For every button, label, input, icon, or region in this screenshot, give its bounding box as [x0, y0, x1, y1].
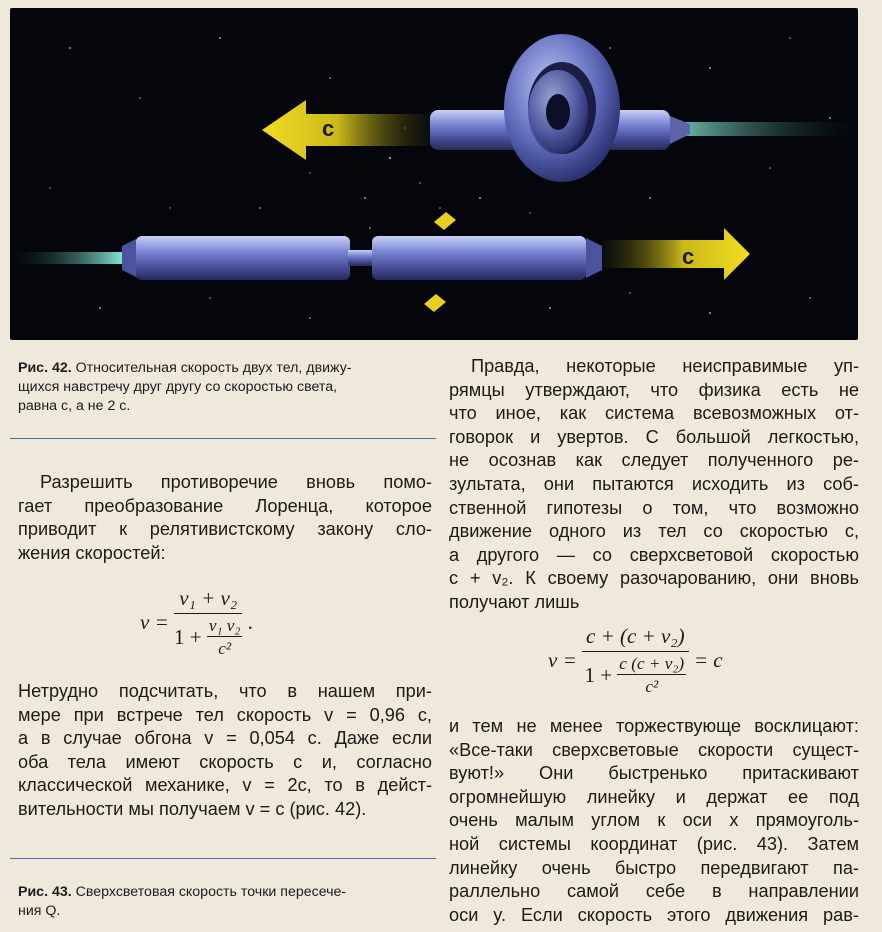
- figure-42-caption: [18, 359, 438, 416]
- formula-numerator: v₁ + v₂: [174, 586, 242, 614]
- figure-43-label: Рис. 43.: [18, 884, 72, 900]
- caption-line: равна c, а не 2 c.: [18, 398, 131, 414]
- divider-rule: [10, 858, 436, 859]
- text-line: а другого — со сверхсветовой скоростью: [449, 544, 859, 565]
- text-line: получают лишь: [449, 591, 580, 612]
- text-line: зультата, они пытаются исходить из соб-: [449, 473, 859, 494]
- formula-denominator: [174, 614, 242, 659]
- top-arrow-label: c: [322, 116, 335, 141]
- caption-line: ния Q.: [18, 903, 61, 919]
- text-line: что иное, как система всевозможных от-: [449, 403, 859, 424]
- caption-line: щихся навстречу друг другу со скоростью света,: [18, 379, 338, 395]
- text-line: классической механике, v = 2c, то в дейст-: [18, 775, 432, 796]
- bottom-ship-body-front: [372, 236, 586, 280]
- formula-inner-fraction: [617, 654, 686, 697]
- text-line: а в случае обгона v = 0,054 c. Даже если: [18, 728, 432, 749]
- text-line: мере при встрече тел скорость v = 0,96 c,: [18, 704, 432, 725]
- text-line: Правда, некоторые неисправимые уп-: [471, 356, 859, 376]
- text-line: c + v₂. К своему разочарованию, они вновь: [449, 568, 859, 589]
- text-line: вуют!» Они быстренько притаскивают: [449, 763, 859, 784]
- text-line: и тем не менее торжествующе восклицают:: [449, 716, 859, 736]
- text-line: ственной гипотезы о том, что возможно: [449, 497, 859, 518]
- formula-tail: .: [247, 610, 253, 634]
- bottom-arrow-label: c: [682, 244, 695, 269]
- formula-denominator: [582, 652, 689, 697]
- figure-42-illustration: [10, 8, 858, 340]
- text-line: не осознав как следует полученного ре-: [449, 450, 859, 471]
- bottom-arrow: [602, 228, 750, 280]
- formula-inner-denominator: c²: [645, 677, 659, 696]
- figure-42-svg: [10, 8, 858, 340]
- text-line: вительности мы получаем v = c (рис. 42).: [18, 798, 367, 819]
- formula-inner-numerator: c (c + v₂): [619, 654, 685, 673]
- figure-42-label: Рис. 42.: [18, 360, 72, 376]
- formula-den-prefix: 1 +: [174, 625, 202, 649]
- text-line: линейку очень быстро передвигают па-: [449, 857, 859, 878]
- velocity-addition-formula: [140, 586, 253, 659]
- formula-inner-denominator: c²: [218, 639, 232, 658]
- left-paragraph-2: [18, 680, 432, 822]
- formula-numerator: c + (c + v₂): [582, 624, 689, 652]
- formula-fraction: [582, 624, 689, 697]
- text-line: приводит к релятивистскому закону сло-: [18, 519, 432, 540]
- top-arrow: [262, 100, 430, 160]
- text-line: очень малым углом к оси x прямоуголь-: [449, 810, 859, 831]
- text-line: «Все-таки сверхсветовые скорости сущест-: [449, 739, 859, 760]
- formula-fraction: [174, 586, 242, 659]
- right-paragraph-1: [449, 355, 859, 615]
- caption-line: Сверхсветовая скорость точки пересече-: [75, 884, 347, 900]
- text-line: Разрешить противоречие вновь помо-: [40, 472, 432, 492]
- figure-43-caption: [18, 883, 438, 921]
- text-line: оба тела имеют скорость c и, согласно: [18, 751, 432, 772]
- text-line: ной системы координат (рис. 43). Затем: [449, 833, 859, 854]
- right-paragraph-2: [449, 715, 859, 927]
- caption-line: Относительная скорость двух тел, движу-: [75, 360, 352, 376]
- text-line: рямцы утверждают, что физика есть не: [449, 379, 859, 400]
- formula-inner-numerator: v₁ v₂: [208, 616, 241, 635]
- text-line: оси y. Если скорость этого движения рав-: [449, 904, 859, 925]
- divider-rule: [10, 438, 436, 439]
- superluminal-formula: [548, 624, 723, 697]
- text-line: огромнейшую линейку и держат ее под: [449, 786, 859, 807]
- formula-inner-fraction: [207, 616, 243, 659]
- formula-lhs: v =: [548, 648, 577, 672]
- formula-den-prefix: 1 +: [584, 663, 613, 687]
- formula-lhs: v =: [140, 610, 169, 634]
- text-line: говорок и увертов. С большой легкостью,: [449, 426, 859, 447]
- text-line: раллельно самой себе в направлении: [449, 881, 859, 902]
- left-paragraph-1: [18, 471, 432, 565]
- text-line: жения скоростей:: [18, 542, 166, 563]
- text-line: Нетрудно подсчитать, что в нашем при-: [18, 681, 432, 701]
- text-line: гает преобразование Лоренца, которое: [18, 495, 432, 516]
- bottom-ship-trail: [10, 252, 122, 264]
- formula-rhs: = c: [693, 648, 723, 672]
- text-line: движение одного из тел со скоростью c,: [449, 521, 859, 542]
- bottom-ship-body-rear: [136, 236, 350, 280]
